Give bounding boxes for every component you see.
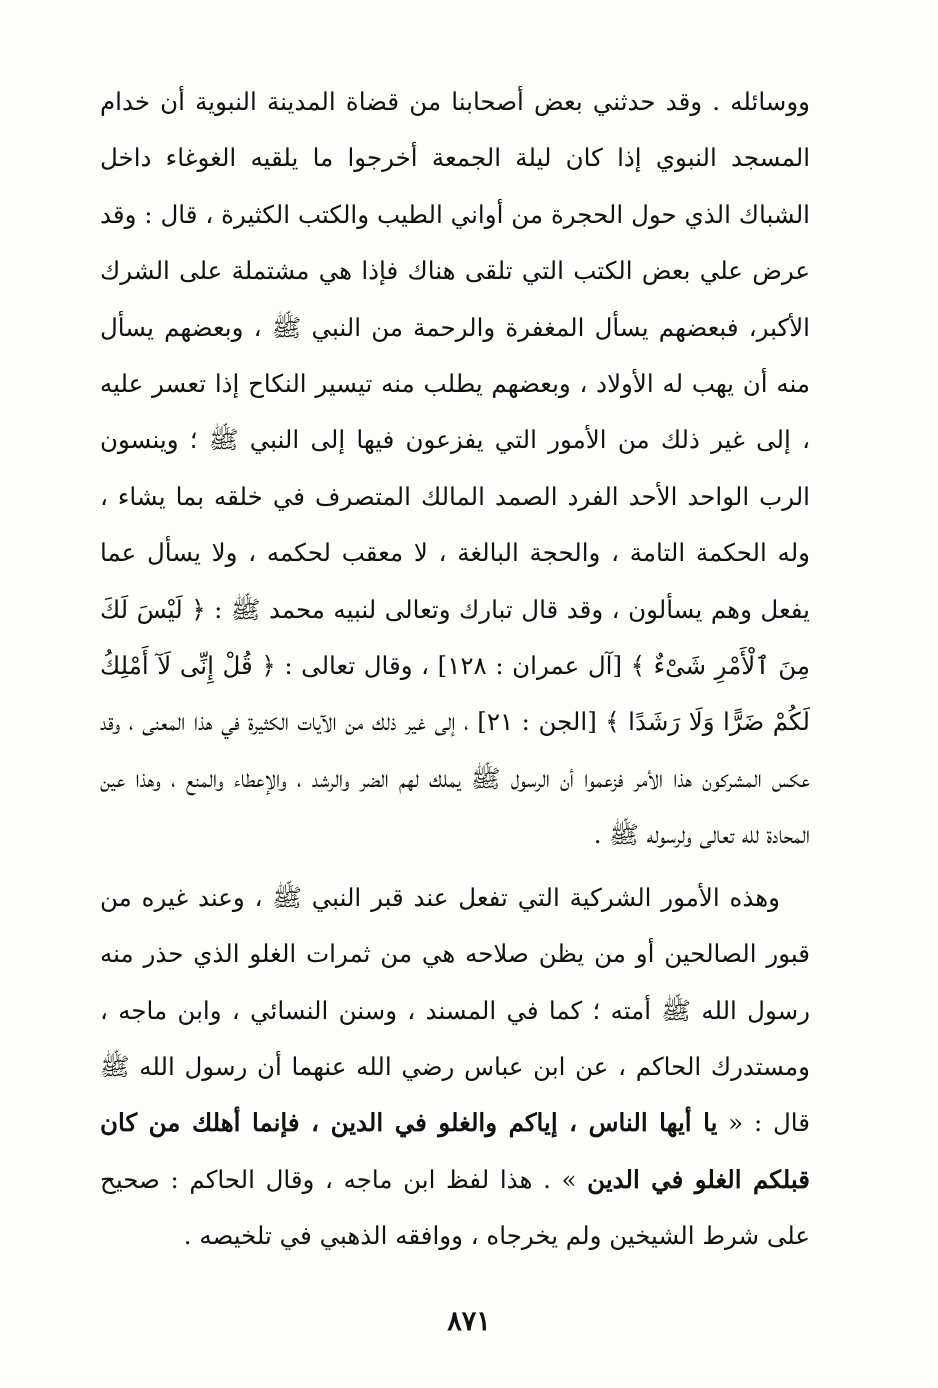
hadith-quote: يا أيها الناس ، إياكم والغلو في الدين ، فإنما أهلك من كان قبلكم الغلو في الدين <box>100 1108 811 1194</box>
paragraph-2-outro: » . هذا لفظ ابن ماجه ، وقال الحاكم : صحيح على شرط الشيخين ولم يخرجاه ، ووافقه الذهبي في تلخيصه . <box>100 1164 810 1251</box>
paragraph-1-text: ووسائله . وقد حدثني بعض أصحابنا من قضاة المدينة النبوية أن خدام المسجد النبوي إذا كان ليلة الجمعة أخرجوا ما يلقيه الغوغاء داخل الشباك الذي حول الحجرة من أواني الطيب والكتب الكثيرة ، قال : وقد عرض علي بعض الكتب التي تلقى هناك فإذا هي مشتملة على الشرك الأكبر، فبعضهم يسأل المغفرة والرحمة من النبي ﷺ ، وبعضهم يسأل منه أن يهب له الأولاد ، وبعضهم يطلب منه تيسير النكاح إذا تعسر عليه ، إلى غير ذلك من الأمور التي يفزعون فيها إلى النبي ﷺ ؛ وينسون الرب الواحد الأحد الفرد الصمد المالك المتصرف في خلقه بما يشاء ، وله الحكمة التامة ، والحجة البالغة ، لا معقب لحكمه ، ولا يسأل عما يفعل وهم يسألون ، وقد قال تبارك وتعالى لنبيه محمد ﷺ : ﴿ لَيْسَ لَكَ مِنَ ٱلْأَمْرِ شَىْءٌ ﴾ [آل عمران : ١٢٨] ، وقال تعالى : ﴿ قُلْ إِنِّى لَآ أَمْلِكُ لَكُمْ ضَرًّا وَلَا رَشَدًا ﴾ [الجن : ٢١] ، إلى غير ذلك من الآيات الكثيرة في هذا المعنى ، وقد عكس المشركون هذا الأمر فزعموا أن الرسول ﷺ يملك لهم الضر والرشد ، والإعطاء والمنع ، وهذا عين المحادة لله تعالى ولرسوله ﷺ . <box>100 87 810 850</box>
paragraph-2-intro: وهذه الأمور الشركية التي تفعل عند قبر النبي ﷺ ، وعند غيره من قبور الصالحين أو من يظن صلاحه هي من ثمرات الغلو الذي حذر منه رسول الله ﷺ أمته ؛ كما في المسند ، وسنن النسائي ، وابن ماجه ، ومستدرك الحاكم ، عن ابن عباس رضي الله عنهما أن رسول الله ﷺ قال : « <box>100 882 810 1138</box>
paragraph-2 <box>100 870 810 1265</box>
paragraph-1 <box>100 74 810 864</box>
body-text <box>100 74 810 1265</box>
page-number: ٨٧١ <box>447 1306 491 1337</box>
